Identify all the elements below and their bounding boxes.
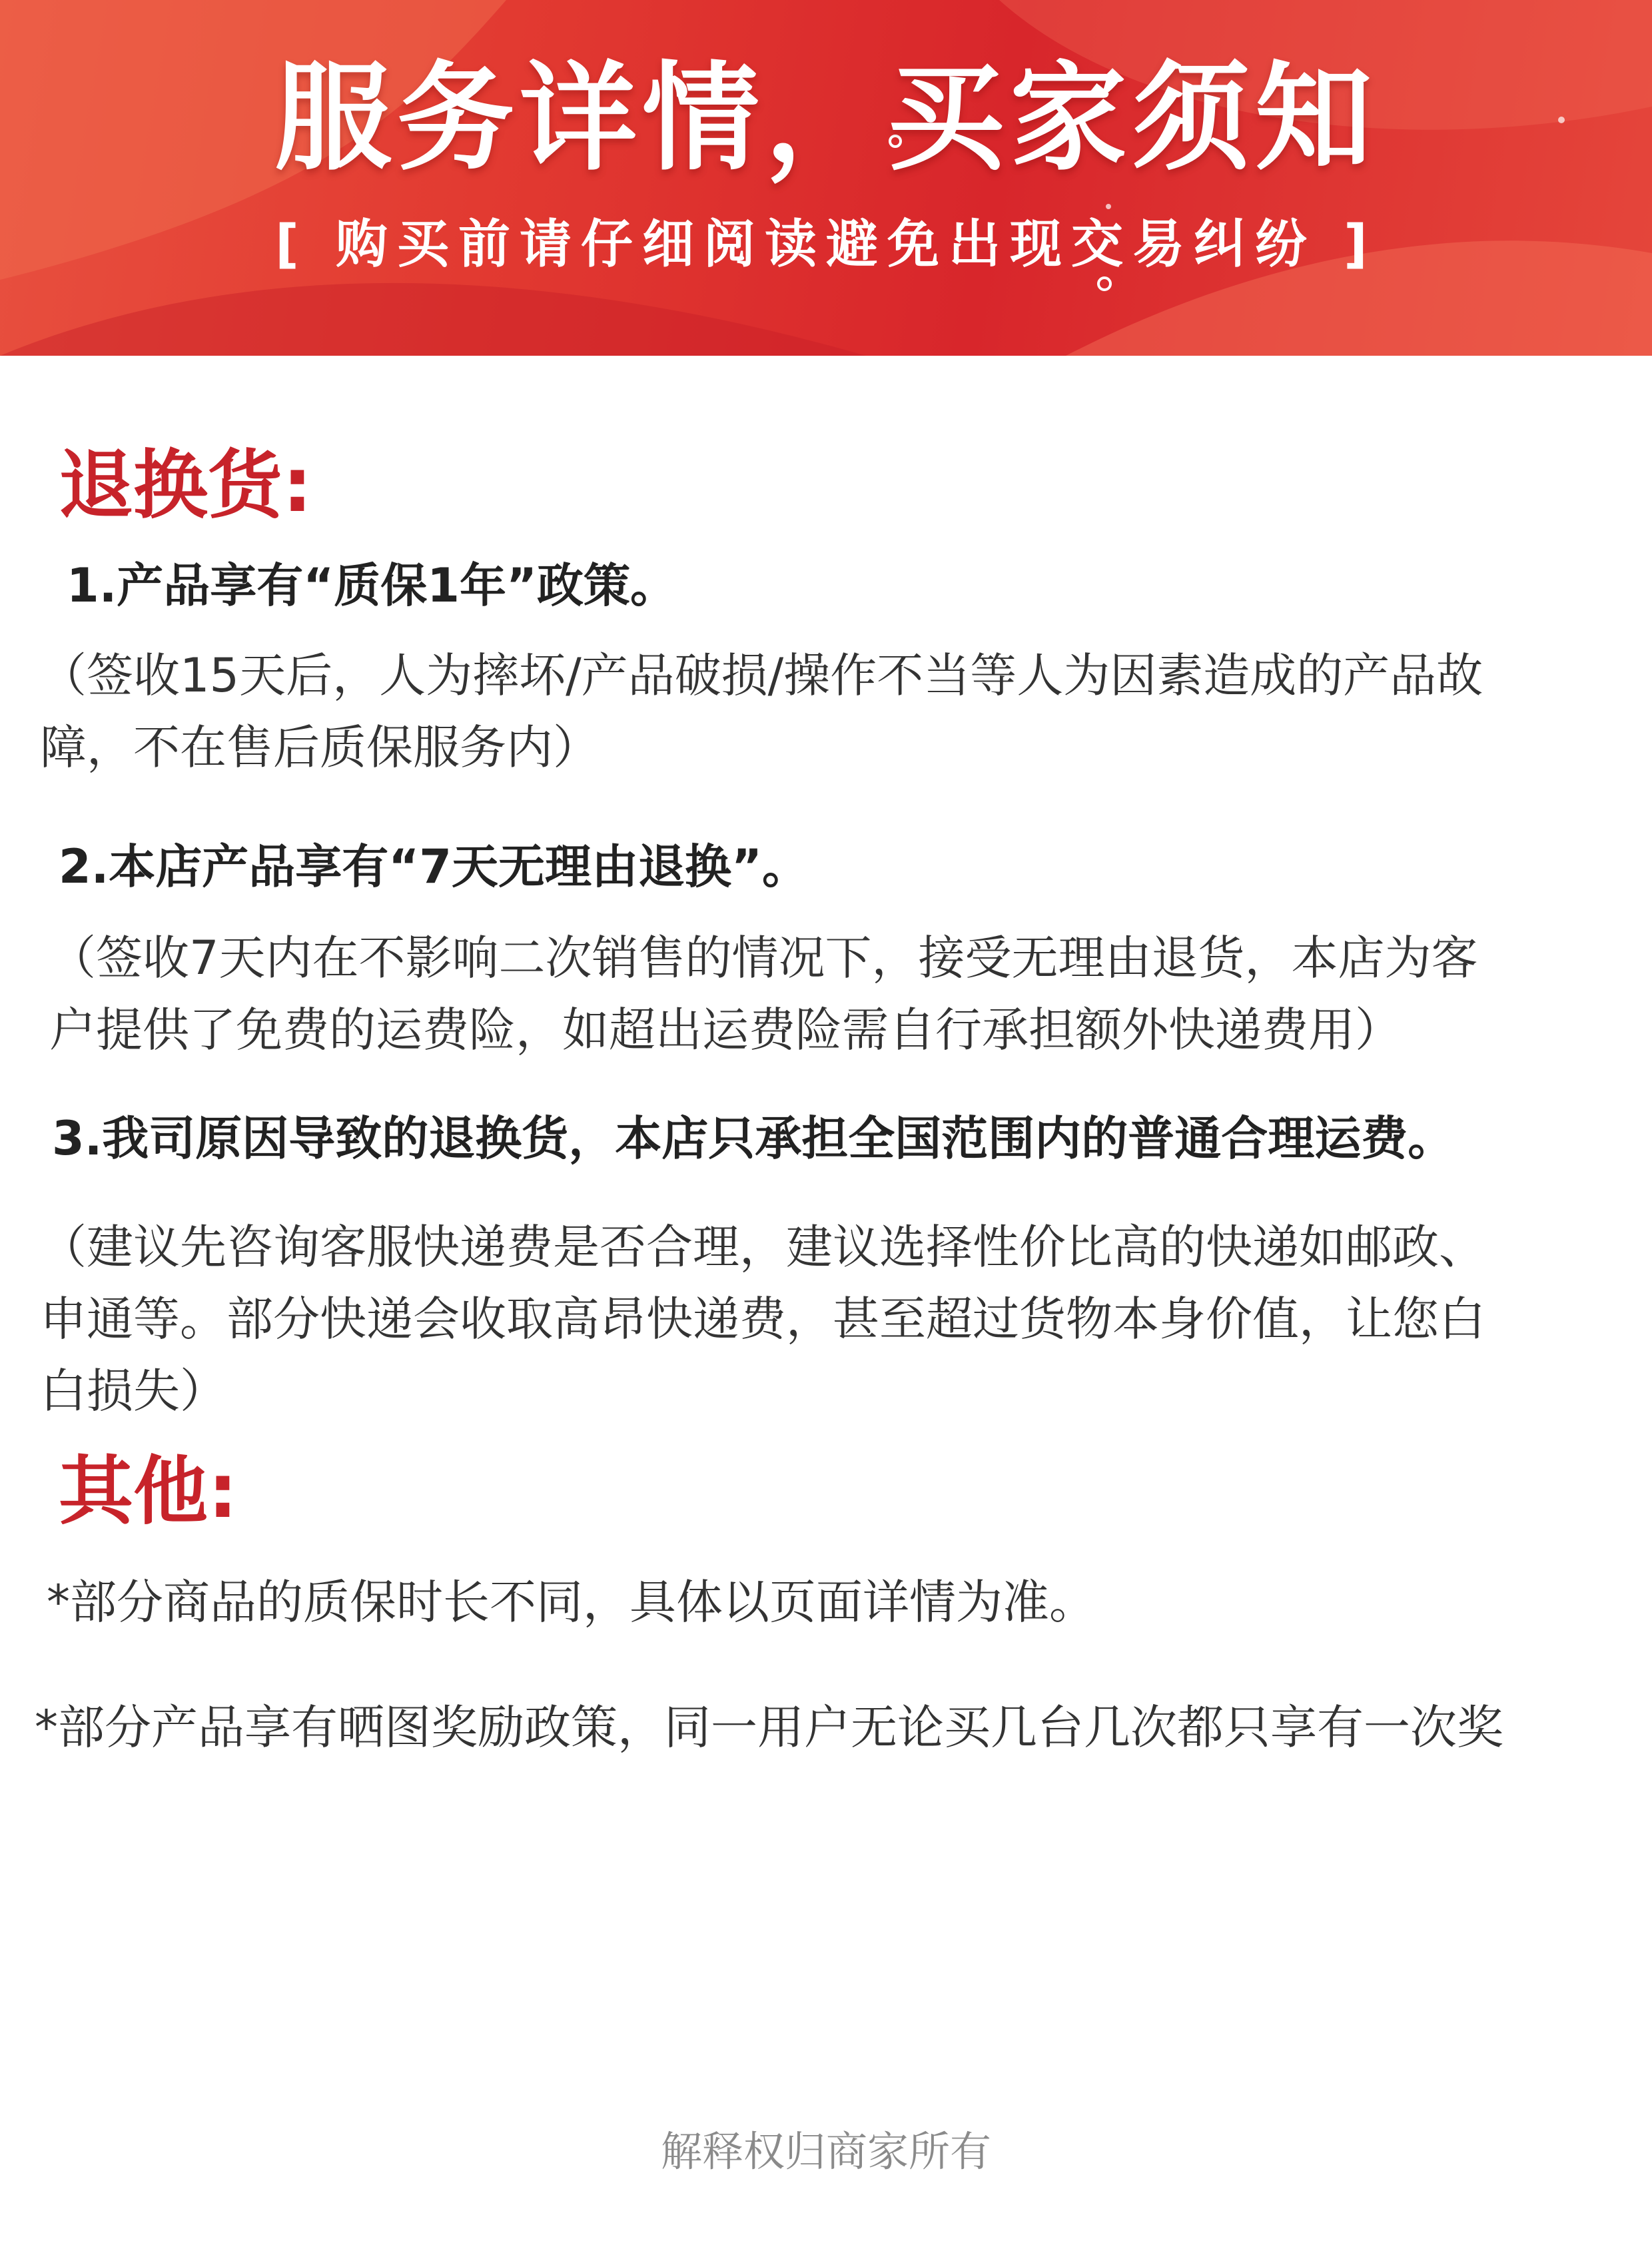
warranty-duration-note: *部分商品的质保时长不同，具体以页面详情为准。 <box>47 1575 1096 1629</box>
header-banner <box>0 0 1652 356</box>
return-exchange-heading: 退换货: <box>59 442 312 529</box>
shipping-fee-policy-title: 3.我司原因导致的退换货，本店只承担全国范围内的普通合理运费。 <box>52 1111 1455 1166</box>
warranty-policy-title: 1.产品享有“质保1年”政策。 <box>67 558 677 613</box>
footer-disclaimer: 解释权归商家所有 <box>660 2127 991 2176</box>
description-line: （建议先咨询客服快递费是否合理，建议选择性价比高的快递如邮政、 <box>40 1220 1485 1274</box>
description-line: 障，不在售后质保服务内） <box>40 720 600 775</box>
description-line: 白损失） <box>40 1364 226 1418</box>
seven-day-return-title: 2.本店产品享有“7天无理由退换”。 <box>59 839 809 894</box>
subtitle-text: 购买前请仔细阅读避免出现交易纠纷 <box>335 215 1316 274</box>
page-subtitle <box>0 208 1652 281</box>
subtitle-open-bracket: [ <box>275 215 308 274</box>
subtitle-close-bracket: ] <box>1344 215 1377 274</box>
seven-day-return-description <box>49 922 1478 1066</box>
description-line: （签收7天内在不影响二次销售的情况下，接受无理由退货，本店为客 <box>49 931 1478 985</box>
service-details-content <box>0 356 1652 2257</box>
page-title: 服务详情，买家须知 <box>274 50 1378 187</box>
description-line: 户提供了免费的运费险，如超出运费险需自行承担额外快递费用） <box>49 1003 1402 1057</box>
description-line: （签收15天后，人为摔坏/产品破损/操作不当等人为因素造成的产品故 <box>40 648 1483 703</box>
description-line: 申通等。部分快递会收取高昂快递费，甚至超过货物本身价值，让您白 <box>40 1292 1485 1346</box>
photo-reward-note: *部分产品享有晒图奖励政策，同一用户无论买几台几次都只享有一次奖 <box>35 1700 1503 1755</box>
shipping-fee-policy-description <box>40 1211 1485 1427</box>
warranty-policy-description <box>40 640 1483 783</box>
other-heading: 其他: <box>59 1448 238 1535</box>
